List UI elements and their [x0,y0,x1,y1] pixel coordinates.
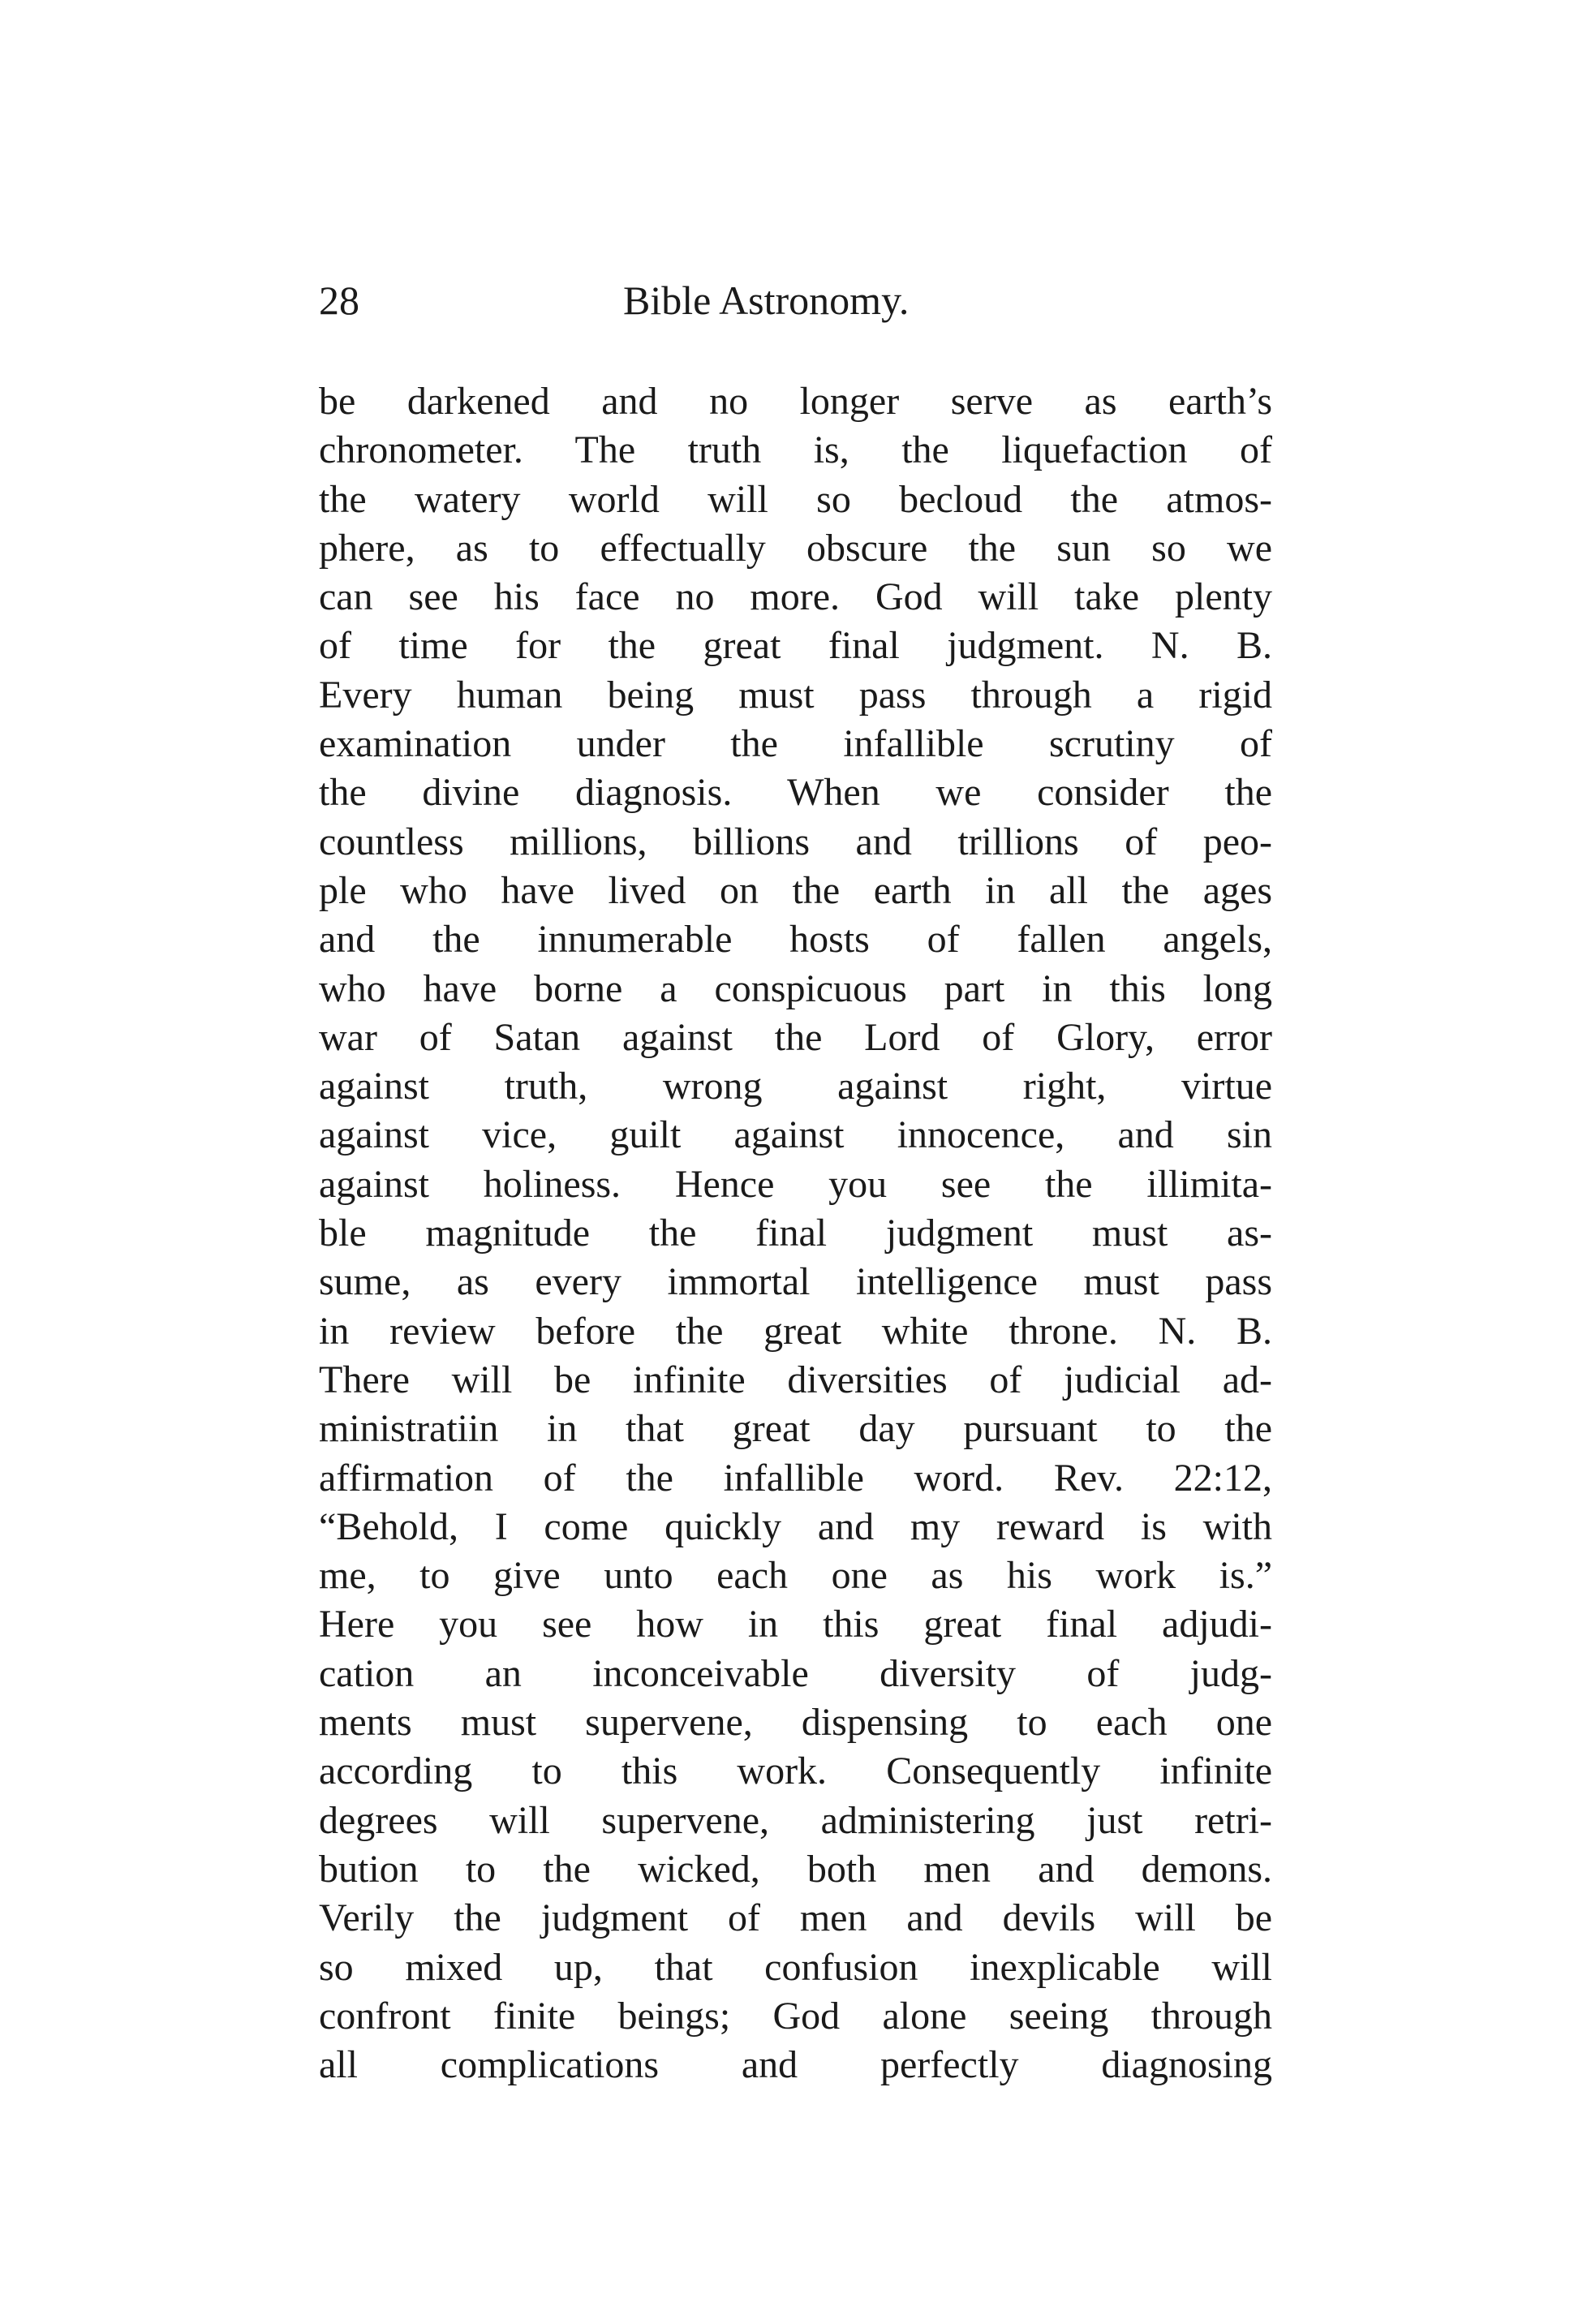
text-line: so mixed up, that confusion inexplicable will [319,1945,1272,1989]
page-number: 28 [319,278,359,323]
text-line: Every human being must pass through a rigid [319,673,1272,717]
text-line: ble magnitude the final judgment must as- [319,1211,1272,1255]
text-line: cation an inconceivable diversity of judg- [319,1651,1272,1695]
text-line: ministratiin in that great day pursuant to the [319,1407,1272,1451]
text-line: affirmation of the infallible word. Rev. 22:12, [319,1456,1272,1500]
text-line: degrees will supervene, administering just retri- [319,1798,1272,1842]
text-line: me, to give unto each one as his work is.” [319,1554,1272,1598]
text-line: all complications and perfectly diagnosing [319,2043,1272,2087]
text-line: the watery world will so becloud the atmos- [319,477,1272,521]
text-line: bution to the wicked, both men and demons. [319,1847,1272,1891]
text-line: against holiness. Hence you see the illimita- [319,1162,1272,1206]
text-line: ple who have lived on the earth in all the ages [319,868,1272,912]
text-line: be darkened and no longer serve as earth’s [319,380,1272,423]
body-text [319,377,1272,2089]
text-line: countless millions, billions and trillions of peo- [319,820,1272,863]
text-line: war of Satan against the Lord of Glory, error [319,1015,1272,1059]
running-title: Bible Astronomy. [623,278,910,323]
text-line: There will be infinite diversities of judicial ad- [319,1358,1272,1401]
text-line: according to this work. Consequently infinite [319,1749,1272,1793]
text-line: ments must supervene, dispensing to each one [319,1701,1272,1745]
text-line: “Behold, I come quickly and my reward is with [319,1504,1272,1548]
text-line: and the innumerable hosts of fallen angels, [319,918,1272,962]
text-line: against vice, guilt against innocence, and sin [319,1113,1272,1157]
text-line: the divine diagnosis. When we consider the [319,771,1272,815]
text-line: who have borne a conspicuous part in this long [319,966,1272,1010]
text-line: of time for the great final judgment. N. B. [319,624,1272,668]
text-line: in review before the great white throne. N. B. [319,1309,1272,1353]
running-head [319,268,1272,333]
text-line: confront finite beings; God alone seeing through [319,1994,1272,2038]
text-line: phere, as to effectually obscure the sun so we [319,526,1272,570]
text-line: examination under the infallible scrutiny of [319,722,1272,766]
text-line: Verily the judgment of men and devils will be [319,1896,1272,1940]
text-line: Here you see how in this great final adjudi- [319,1603,1272,1646]
text-line: chronometer. The truth is, the liquefaction of [319,428,1272,472]
text-line: sume, as every immortal intelligence must pass [319,1260,1272,1304]
text-line: can see his face no more. God will take plenty [319,575,1272,619]
text-line: against truth, wrong against right, virtue [319,1065,1272,1108]
